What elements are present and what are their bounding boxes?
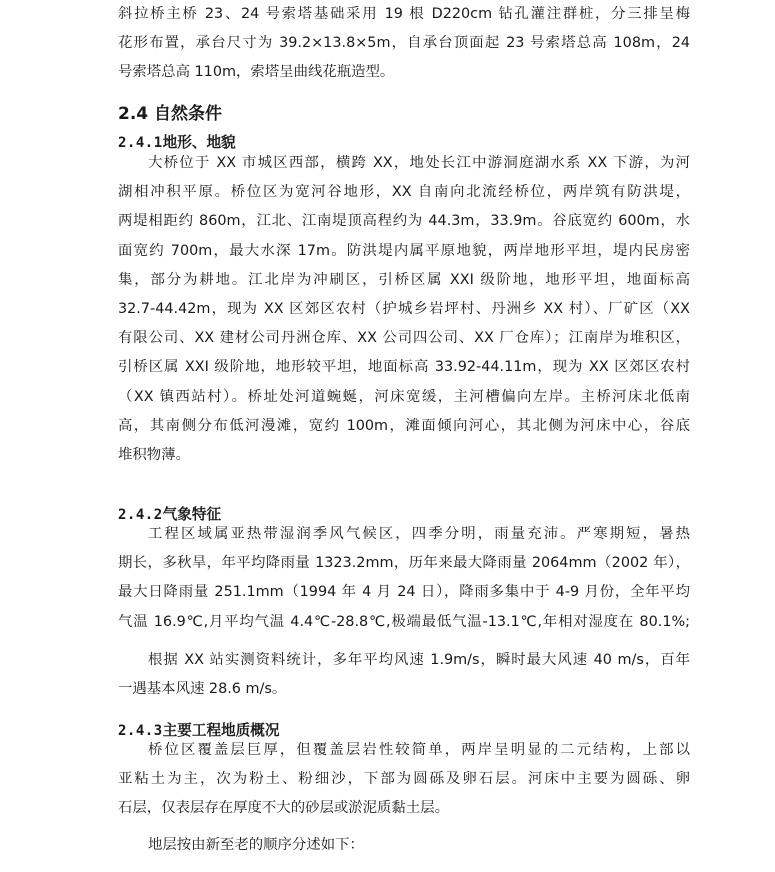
text-line: 面宽约 700m，最大水深 17m。防洪堤内属平原地貌，两岸地形平坦，堤内民房密: [118, 242, 690, 259]
text-line: 斜拉桥主桥 23、24 号索塔基础采用 19 根 D220cm 钻孔灌注群桩，分三排呈梅: [118, 6, 690, 22]
text-line: 湖相冲积平原。桥位区为宽河谷地形，XX 自南向北流经桥位，两岸筑有防洪堤，: [118, 184, 690, 201]
subsection-number: 2.4.2: [118, 507, 163, 523]
text-line: 高，其南侧分布低河漫滩，宽约 100m，滩面倾向河心，其北侧为河床中心，谷底: [118, 417, 690, 434]
text-line: 气温 16.9℃,月平均气温 4.4℃-28.8℃,极端最低气温-13.1℃,年相对湿度在 80.1%;: [118, 613, 690, 630]
text-line: 地层按由新至老的顺序分述如下：: [148, 837, 364, 853]
text-line: 集，部分为耕地。江北岸为冲刷区，引桥区属 XXI 级阶地，地形平坦，地面标高: [118, 271, 690, 288]
paragraph-intro: [118, 0, 690, 88]
text-line: （XX 镇西站村）。桥址处河道蜿蜒，河床宽缓，主河槽偏向左岸。主桥河床北低南: [118, 388, 690, 405]
paragraph-terrain: [118, 149, 690, 470]
text-line: 号索塔总高 110m，索塔呈曲线花瓶造型。: [118, 64, 395, 81]
text-line: 石层，仅表层存在厚度不大的砂层或淤泥质黏土层。: [118, 800, 449, 817]
paragraph-geology: [118, 736, 690, 824]
text-line: 两堤相距约 860m，江北、江南堤顶高程约为 44.3m，33.9m。谷底宽约 600m，水: [118, 213, 690, 230]
text-line: 最大日降雨量 251.1mm（1994 年 4 月 24 日），降雨多集中于 4-9 月份，全年平均: [118, 584, 690, 601]
text-line: 大桥位于 XX 市城区西部，横跨 XX，地处长江中游洞庭湖水系 XX 下游，为河: [148, 155, 690, 171]
paragraph-strata-intro: [118, 831, 690, 860]
text-line: 32.7-44.42m，现为 XX 区郊区农村（护城乡岩坪村、丹洲乡 XX 村）、厂矿区（XX: [118, 301, 690, 318]
text-line: 亚粘土为主，次为粉土、粉细沙，下部为圆砾及卵石层。河床中主要为圆砾、卵: [118, 771, 690, 788]
text-line: 花形布置，承台尺寸为 39.2×13.8×5m，自承台顶面起 23 号索塔总高 108m，24: [118, 35, 690, 52]
section-heading-2-4: 2.4 自然条件: [118, 104, 223, 124]
text-line: 堆积物薄。: [118, 447, 190, 464]
text-line: 工程区域属亚热带湿润季风气候区，四季分明，雨量充沛。严寒期短，暑热: [148, 526, 690, 542]
subsection-number: 2.4.1: [118, 135, 163, 151]
subsection-title: 地形、地貌: [162, 134, 236, 151]
paragraph-climate: [118, 520, 690, 637]
subsection-title: 主要工程地质概况: [162, 722, 280, 739]
text-line: 期长，多秋旱，年平均降雨量 1323.2mm，历年来最大降雨量 2064mm（2002 年），: [118, 555, 690, 572]
paragraph-wind: [118, 646, 690, 704]
text-line: 根据 XX 站实测资料统计，多年平均风速 1.9m/s，瞬时最大风速 40 m/s，百年: [148, 652, 690, 668]
text-line: 引桥区属 XXI 级阶地，地形较平坦，地面标高 33.92-44.11m，现为 XX 区郊区农村: [118, 359, 690, 376]
text-line: 桥位区覆盖层巨厚，但覆盖层岩性较简单，两岸呈明显的二元结构，上部以: [148, 742, 690, 758]
subsection-number: 2.4.3: [118, 723, 163, 739]
text-line: 有限公司、XX 建材公司丹洲仓库、XX 公司四公司、XX 厂仓库）；江南岸为堆积区，: [118, 330, 690, 347]
text-line: 一遇基本风速 28.6 m/s。: [118, 681, 287, 698]
subsection-title: 气象特征: [162, 506, 222, 523]
